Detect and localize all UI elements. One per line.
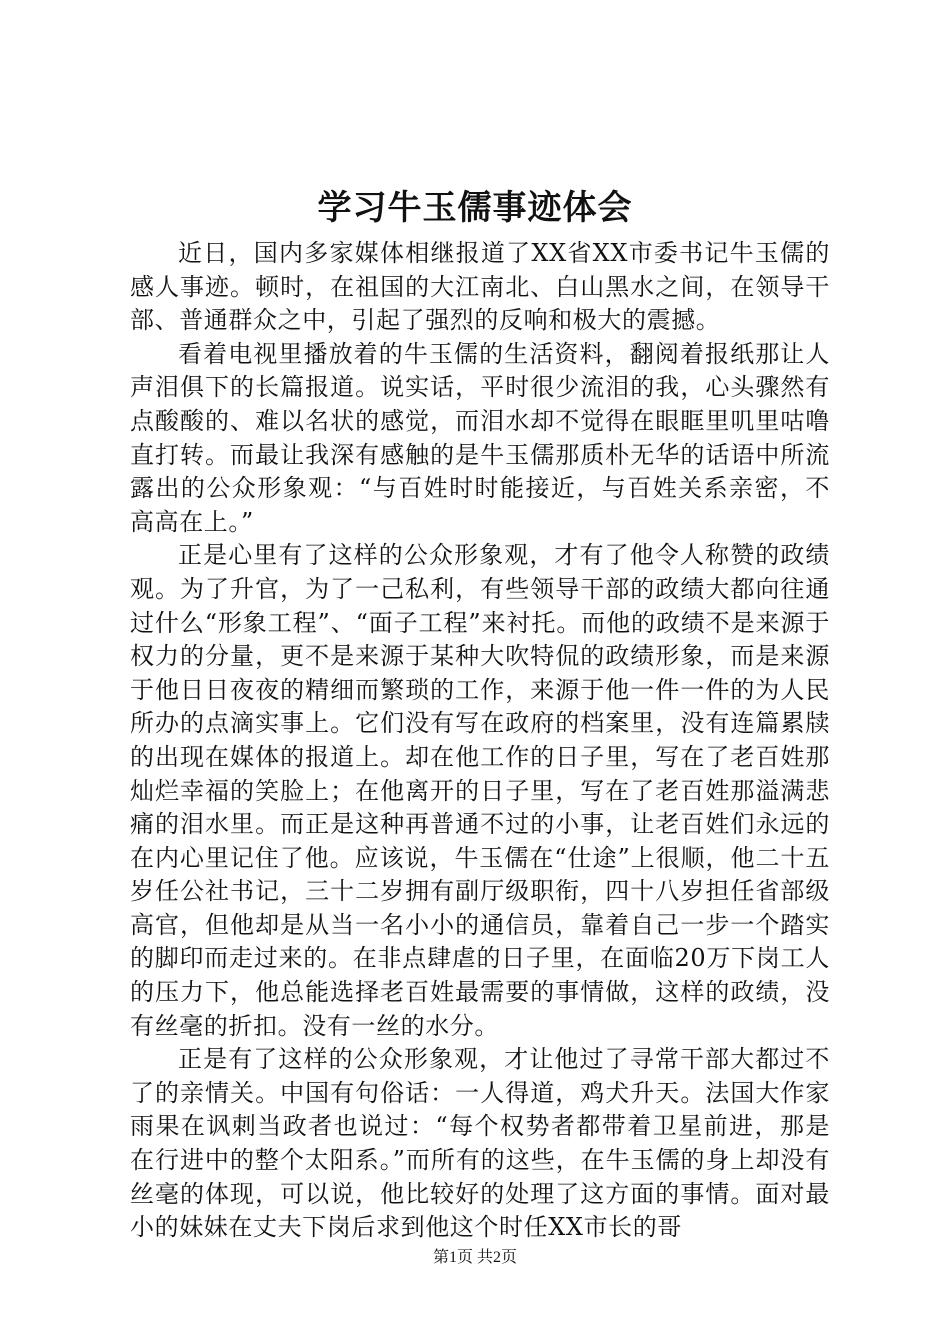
paragraph: 正是心里有了这样的公众形象观，才有了他令人称赞的政绩观。为了升官，为了一己私利，有些领导干部的政绩大都向往通过什么“形象工程”、“面子工程”来衬托。而他的政绩不是来源于权力的分量，更不是来源于某种大吹特侃的政绩形象，而是来源于他日日夜夜的精细而繁琐的工作，来源于他一件一件的为人民所办的点滴实事上。它们没有写在政府的档案里，没有连篇累牍的出现在媒体的报道上。却在他工作的日子里，写在了老百姓那灿烂幸福的笑脸上；在他离开的日子里，写在了老百姓那溢满悲痛的泪水里。而正是这种再普通不过的小事，让老百姓们永远的在内心里记住了他。应该说，牛玉儒在“仕途”上很顺，他二十五岁任公社书记，三十二岁拥有副厅级职衔，四十八岁担任省部级高官，但他却是从当一名小小的通信员，靠着自己一步一个踏实的脚印而走过来的。在非点肆虐的日子里，在面临20万下岗工人的压力下，他总能选择老百姓最需要的事情做，这样的政绩，没有丝毫的折扣。没有一丝的水分。 [130, 541, 830, 1040]
paragraph: 近日，国内多家媒体相继报道了XX省XX市委书记牛玉儒的感人事迹。顿时，在祖国的大江南北、白山黑水之间，在领导干部、普通群众之中，引起了强烈的反响和极大的震撼。 [130, 239, 830, 335]
document-title: 学习牛玉儒事迹体会 [317, 188, 633, 228]
document-body [130, 237, 830, 1245]
page-number-footer: 第1页 共2页 [432, 1249, 517, 1266]
paragraph: 看着电视里播放着的牛玉儒的生活资料，翻阅着报纸那让人声泪俱下的长篇报道。说实话，平时很少流泪的我，心头骤然有点酸酸的、难以名状的感觉，而泪水却不觉得在眼眶里叽里咕噜直打转。而最让我深有感触的是牛玉儒那质朴无华的话语中所流露出的公众形象观：“与百姓时时能接近，与百姓关系亲密，不高高在上。” [130, 339, 830, 536]
paragraph: 正是有了这样的公众形象观，才让他过了寻常干部大都过不了的亲情关。中国有句俗话：一人得道，鸡犬升天。法国大作家雨果在讽刺当政者也说过：“每个权势者都带着卫星前进，那是在行进中的整个太阳系。”而所有的这些，在牛玉儒的身上却没有丝毫的体现，可以说，他比较好的处理了这方面的事情。面对最小的妹妹在丈夫下岗后求到他这个时任XX市长的哥 [130, 1045, 830, 1242]
